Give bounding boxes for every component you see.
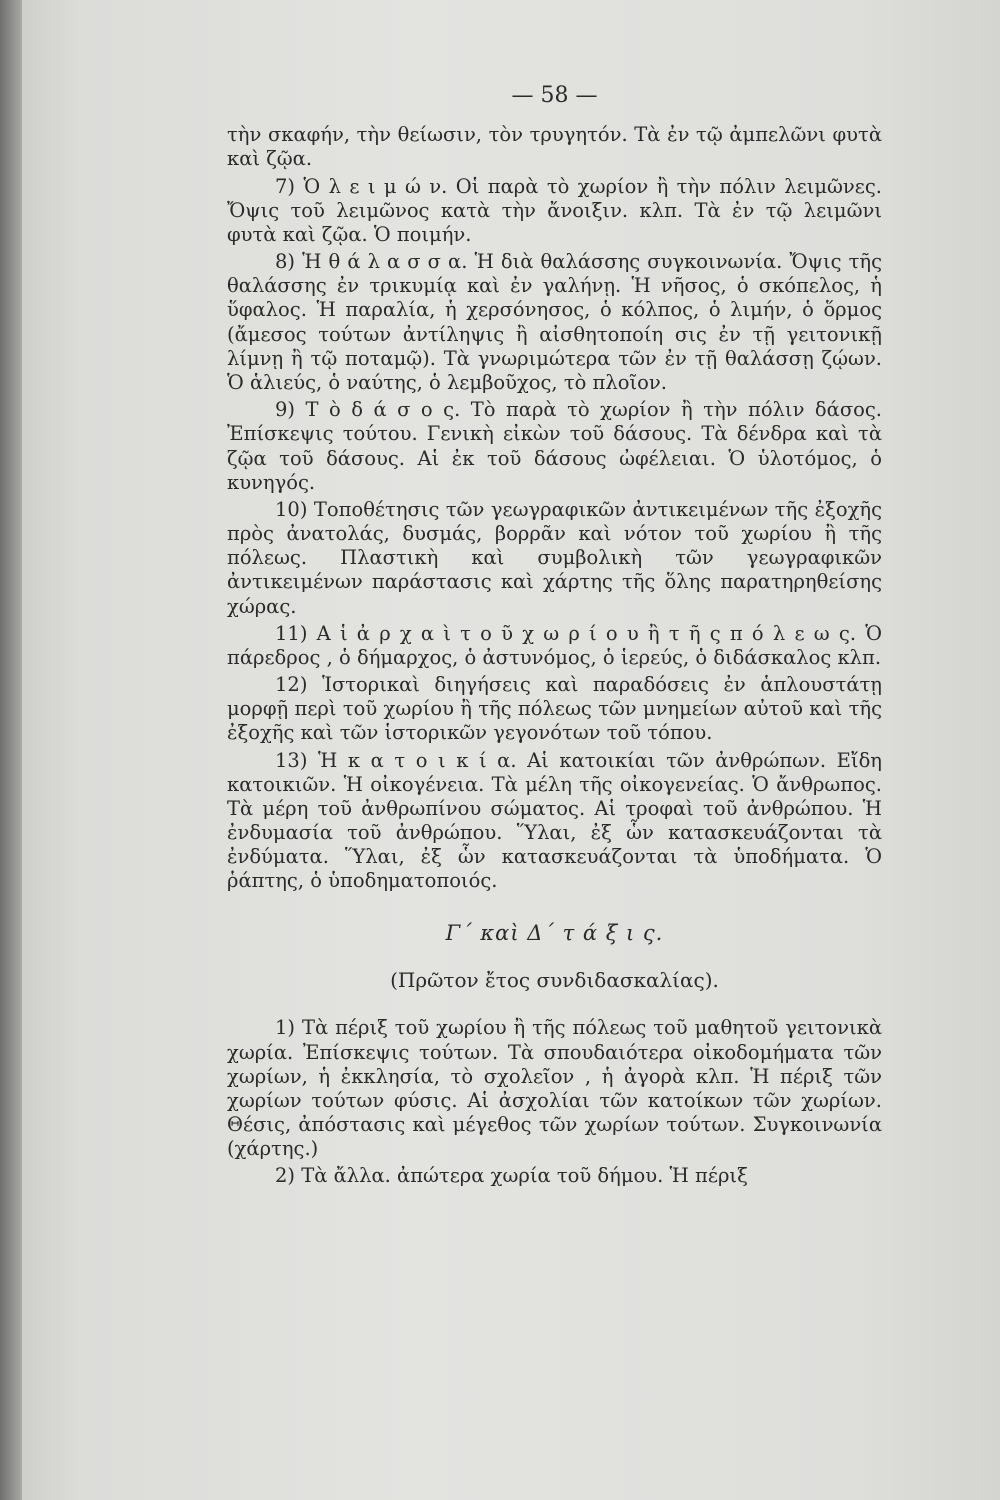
paragraph-item-7: 7) Ὁ λ ε ι μ ώ ν. Οἱ παρὰ τὸ χωρίον ἢ τὴν πόλιν λειμῶνες. Ὄψις τοῦ λειμῶνος κατὰ τὴν ἄνοιξιν. κλπ. Τὰ ἐν τῷ λειμῶνι φυτὰ καὶ ζῷα. Ὁ ποιμήν. — [227, 174, 882, 246]
paragraph-item-2: 2) Τὰ ἄλλα. ἀπώτερα χωρία τοῦ δήμου. Ἡ πέριξ — [275, 1164, 748, 1188]
paragraph-item-13: 13) Ἡ κ α τ ο ι κ ί α. Αἱ κατοικίαι τῶν ἀνθρώπων. Εἴδη κατοικιῶν. Ἡ οἰκογένεια. Τὰ μέλη τῆς οἰκογενείας. Ὁ ἄνθρωπος. Τὰ μέρη τοῦ ἀνθρωπίνου σώματος. Αἱ τροφαὶ τοῦ ἀνθρώπου. Ἡ ἐνδυμασία τοῦ ἀνθρώπου. Ὕλαι, ἐξ ὧν κατασκευάζονται τὰ ἐνδύματα. Ὕλαι, ἐξ ὧν κατασκευάζονται τὰ ὑποδήματα. Ὁ ῥάπτης, ὁ ὑποδηματοποιός. — [227, 748, 882, 893]
page-number-text: — 58 — — [511, 83, 598, 108]
paragraph-item-1: 1) Τὰ πέριξ τοῦ χωρίου ἢ τῆς πόλεως τοῦ μαθητοῦ γειτονικὰ χωρία. Ἐπίσκεψις τούτων. Τὰ σπουδαιότερα οἰκοδομήματα τῶν χωρίων, ἡ ἐκκλησία, τὸ σχολεῖον , ἡ ἀγορὰ κλπ. Ἡ πέριξ τῶν χωρίων τούτων φύσις. Αἱ ἀσχολίαι τῶν κατοίκων τῶν χωρίων. Θέσις, ἀπόστασις καὶ μέγεθος τῶν χωρίων τούτων. Συγκοινωνία (χάρτης.) — [227, 1016, 882, 1161]
paragraph-continuation: τὴν σκαφήν, τὴν θείωσιν, τὸν τρυγητόν. Τὰ ἐν τῷ ἀμπελῶνι φυτὰ καὶ ζῷα. — [227, 123, 882, 171]
paragraph-item-11: 11) Α ἱ ἀ ρ χ α ὶ τ ο ῦ χ ω ρ ί ο υ ἢ τ ῆ ς π ό λ ε ω ς. Ὁ πάρεδρος , ὁ δήμαρχος, ὁ ἀστυνόμος, ὁ ἱερεύς, ὁ διδάσκαλος κλπ. — [227, 621, 882, 669]
page-number — [227, 82, 882, 109]
paragraph-item-12: 12) Ἱστορικαὶ διηγήσεις καὶ παραδόσεις ἐν ἁπλουστάτῃ μορφῇ περὶ τοῦ χωρίου ἢ τῆς πόλεως τῶν μνημείων αὐτοῦ καὶ τῆς ἐξοχῆς καὶ τῶν ἱστορικῶν γεγονότων τοῦ τόπου. — [227, 673, 882, 745]
book-page — [22, 0, 1000, 1500]
paragraph-item-8: 8) Ἡ θ ά λ α σ σ α. Ἡ διὰ θαλάσσης συγκοινωνία. Ὄψις τῆς θαλάσσης ἐν τρικυμίᾳ καὶ ἐν γαλήνῃ. Ἡ νῆσος, ὁ σκόπελος, ἡ ὕφαλος. Ἡ παραλία, ἡ χερσόνησος, ὁ κόλπος, ὁ λιμήν, ὁ ὅρμος (ἄμεσος τούτων ἀντίληψις ἢ αἰσθητοποίη σις ἐν τῇ γειτονικῇ λίμνῃ ἢ τῷ ποταμῷ). Τὰ γνωριμώτερα τῶν ἐν τῇ θαλάσσῃ ζῴων. Ὁ ἁλιεύς, ὁ ναύτης, ὁ λεμβοῦχος, τὸ πλοῖον. — [227, 250, 882, 394]
paragraph-item-10: 10) Τοποθέτησις τῶν γεωγραφικῶν ἀντικειμένων τῆς ἐξοχῆς πρὸς ἀνατολάς, δυσμάς, βορρᾶν καὶ νότον τοῦ χωρίου ἢ τῆς πόλεως. Πλαστικὴ καὶ συμβολικὴ τῶν γεωγραφικῶν ἀντικειμένων παράστασις καὶ χάρτης τῆς ὅλης παρατηρηθείσης χώρας. — [227, 497, 882, 618]
paragraph-item-9: 9) Τ ὸ δ ά σ ο ς. Τὸ παρὰ τὸ χωρίον ἢ τὴν πόλιν δάσος. Ἐπίσκεψις τούτου. Γενικὴ εἰκὼν τοῦ δάσους. Τὰ δένδρα καὶ τὰ ζῷα τοῦ δάσους. Αἱ ἐκ τοῦ δάσους ὠφέλειαι. Ὁ ὑλοτόμος, ὁ κυνηγός. — [227, 398, 882, 494]
section-heading: Γ΄ καὶ Δ΄ τ ά ξ ι ς. — [445, 920, 664, 945]
book-binding-edge — [0, 0, 22, 1500]
section-subheading: (Πρῶτον ἔτος συνδιδασκαλίας). — [390, 967, 719, 992]
page-content — [227, 82, 882, 1192]
